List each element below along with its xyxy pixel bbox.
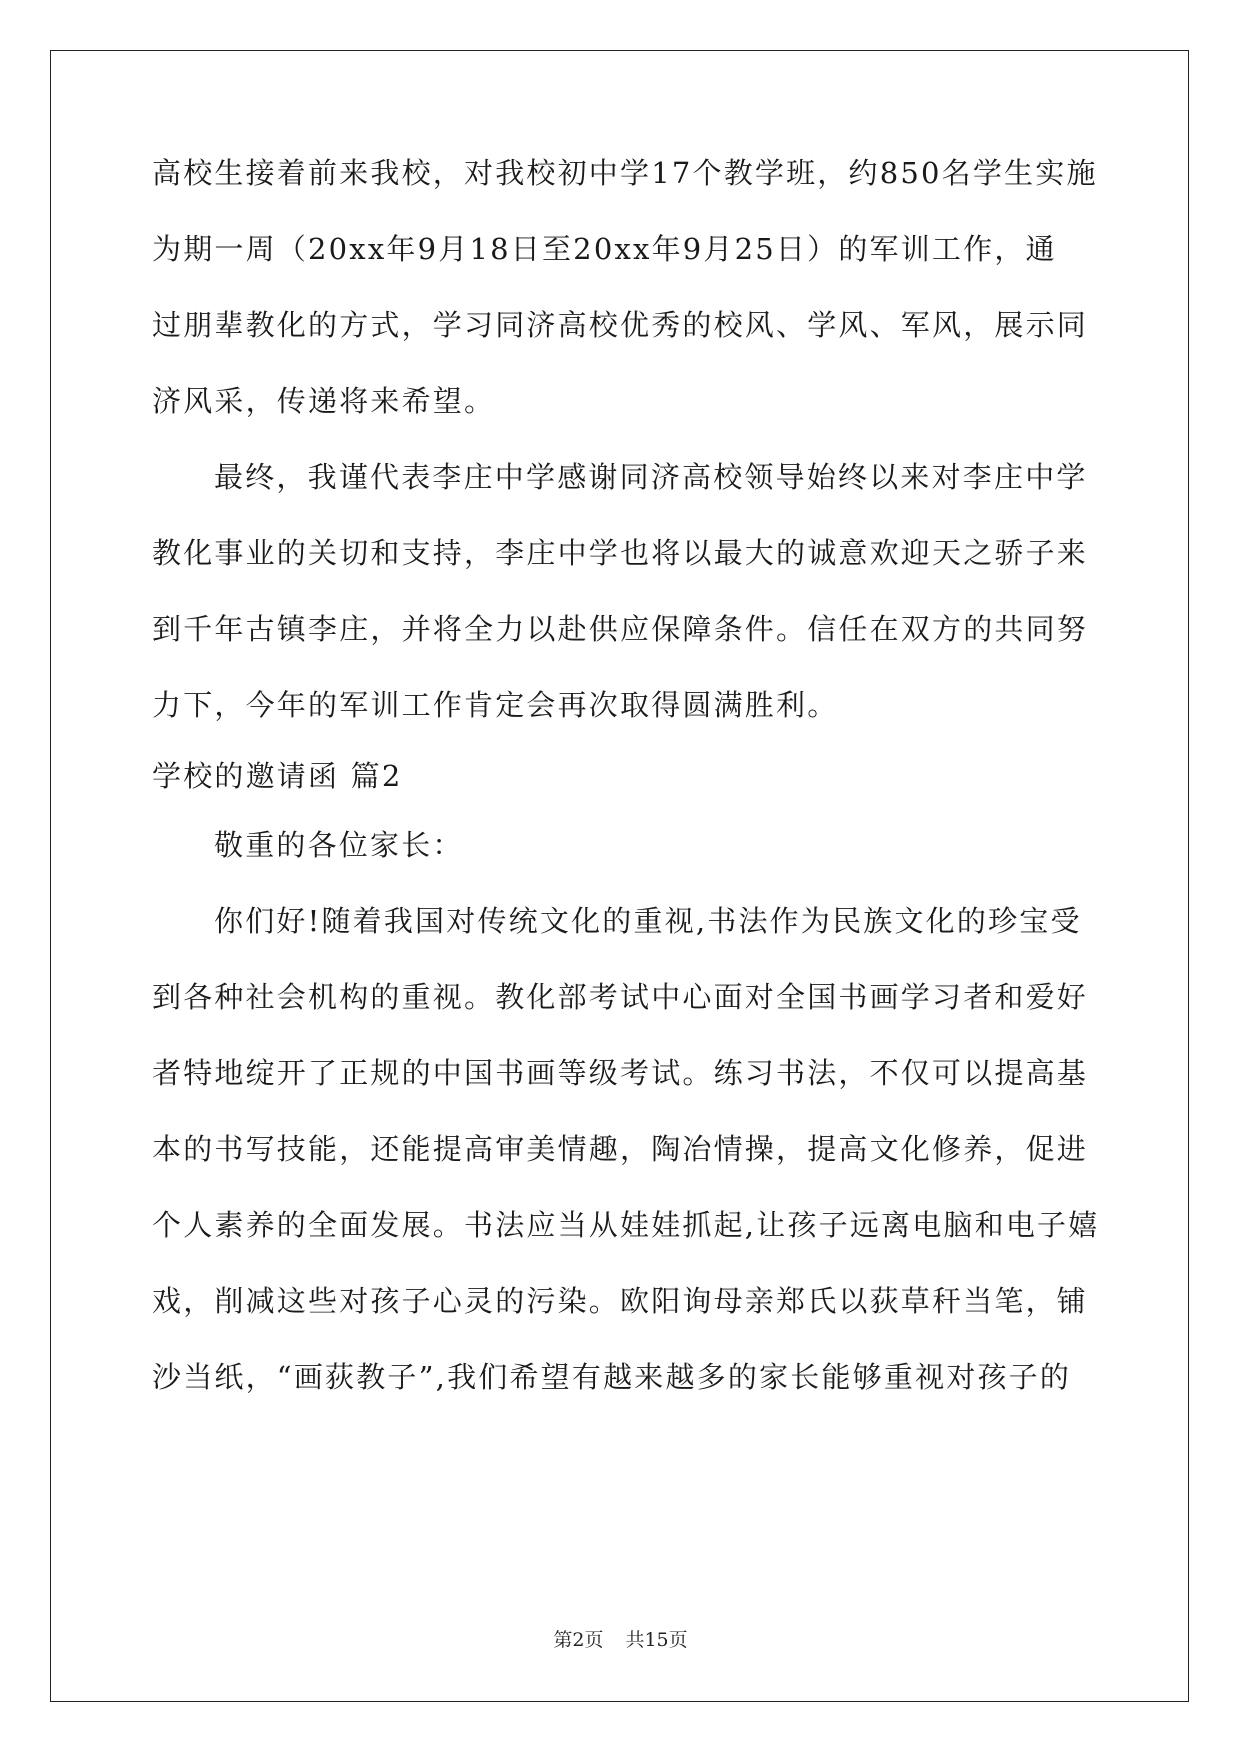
text-line: 最终，我谨代表李庄中学感谢同济高校领导始终以来对李庄中学 xyxy=(214,460,1088,494)
text-line: 济风采，传递将来希望。 xyxy=(152,384,496,418)
text-line: 过朋辈教化的方式，学习同济高校优秀的校风、学风、军风，展示同 xyxy=(152,308,1089,342)
text-line: 为期一周（20xx年9月18日至20xx年9月25日）的军训工作，通 xyxy=(152,232,1057,266)
total-pages: 共15页 xyxy=(625,1629,688,1651)
salutation: 敬重的各位家长： xyxy=(214,828,464,862)
page-footer xyxy=(0,1625,1241,1652)
text-line: 个人素养的全面发展。书法应当从娃娃抓起,让孩子远离电脑和电子嬉 xyxy=(152,1208,1100,1242)
text-line: 者特地绽开了正规的中国书画等级考试。练习书法，不仅可以提高基 xyxy=(152,1056,1089,1090)
text-line: 沙当纸，“画荻教子”,我们希望有越来越多的家长能够重视对孩子的 xyxy=(152,1360,1072,1394)
section-heading: 学校的邀请函 篇2 xyxy=(152,759,403,793)
text-line: 教化事业的关切和支持，李庄中学也将以最大的诚意欢迎天之骄子来 xyxy=(152,536,1089,570)
text-line: 到各种社会机构的重视。教化部考试中心面对全国书画学习者和爱好 xyxy=(152,980,1089,1014)
page-frame xyxy=(50,50,1189,1702)
text-line: 到千年古镇李庄，并将全力以赴供应保障条件。信任在双方的共同努 xyxy=(152,612,1089,646)
text-line: 高校生接着前来我校，对我校初中学17个教学班，约850名学生实施 xyxy=(152,156,1098,190)
current-page: 第2页 xyxy=(553,1629,604,1651)
text-line: 力下，今年的军训工作肯定会再次取得圆满胜利。 xyxy=(152,688,839,722)
text-line: 本的书写技能，还能提高审美情趣，陶冶情操，提高文化修养，促进 xyxy=(152,1132,1089,1166)
text-line: 你们好!随着我国对传统文化的重视,书法作为民族文化的珍宝受 xyxy=(214,904,1082,938)
text-line: 戏，削减这些对孩子心灵的污染。欧阳询母亲郑氏以荻草秆当笔，铺 xyxy=(152,1284,1089,1318)
